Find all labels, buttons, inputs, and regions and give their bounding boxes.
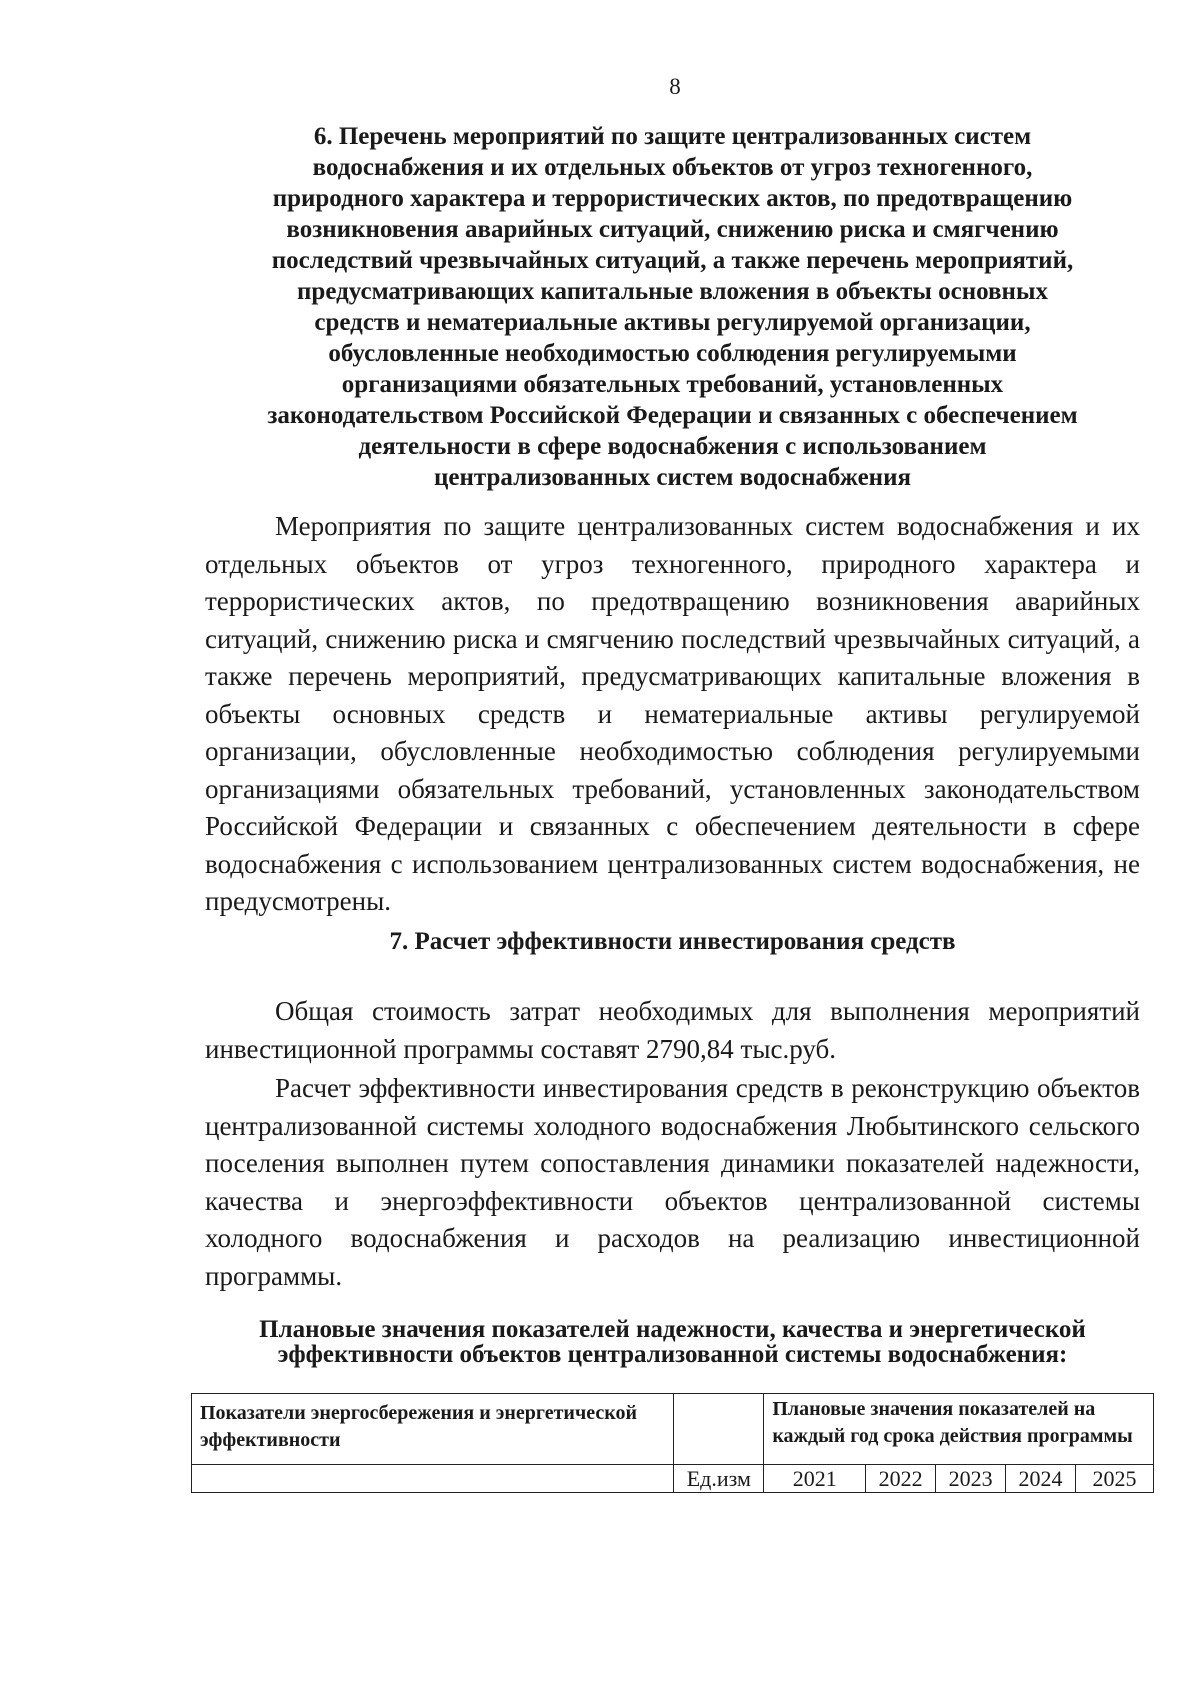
section6-title-line: последствий чрезвычайных ситуаций, а также перечень мероприятий,: [271, 247, 1074, 274]
section6-body: Мероприятия по защите централизованных систем водоснабжения и их отдельных объектов от угроз техногенного, природного характера и террористических актов, по предотвращению возникновения аварийных ситуаций, снижению риска и смягчению последствий чрезвычайных ситуаций, а также перечень мероприятий, предусматривающих капитальные вложения в объекты основных средств и нематериальные активы регулируемой организации, обусловленные необходимостью соблюдения регулируемыми организациями обязательных требований, установленных законодательством Российской Федерации и связанных с обеспечением деятельности в сфере водоснабжения с использованием централизованных систем водоснабжения, не предусмотрены.: [205, 511, 1140, 916]
section6-title-line: обусловленные необходимостью соблюдения регулируемыми: [328, 340, 1017, 367]
indicator-empty-cell: [192, 1465, 674, 1493]
year-cell: 2021: [764, 1465, 866, 1493]
section6-title-line: 6. Перечень мероприятий по защите централизованных систем: [313, 123, 1032, 150]
section6-title-line: природного характера и террористических актов, по предотвращению: [272, 185, 1073, 212]
section6-title-line: предусматривающих капитальные вложения в объекты основных: [297, 278, 1048, 305]
section6-title-line: централизованных систем водоснабжения: [433, 464, 911, 491]
table-heading: [190, 1317, 1155, 1367]
section6-title-line: возникновения аварийных ситуаций, снижению риска и смягчению: [286, 216, 1059, 243]
section6-title-line: деятельности в сфере водоснабжения с использованием: [358, 433, 987, 460]
indicators-table: [191, 1393, 1154, 1493]
table-years-row: [192, 1465, 1154, 1493]
plan-values-header-cell: Плановые значения показателей на каждый год срока действия программы: [764, 1394, 1154, 1465]
section6-title-line: средств и нематериальные активы регулируемой организации,: [314, 309, 1031, 336]
year-cell: 2022: [866, 1465, 936, 1493]
section6-title-line: законодательством Российской Федерации и связанных с обеспечением: [267, 402, 1078, 429]
section7-title: 7. Расчет эффективности инвестирования средств: [389, 928, 956, 955]
table-heading-line: эффективности объектов централизованной системы водоснабжения:: [277, 1341, 1068, 1368]
section7-paragraph-cost: Общая стоимость затрат необходимых для выполнения мероприятий инвестиционной программы составят 2790,84 тыс.руб.: [205, 996, 1140, 1064]
section6-title-line: водоснабжения и их отдельных объектов от угроз техногенного,: [312, 154, 1033, 181]
table-heading-line: Плановые значения показателей надежности, качества и энергетической: [259, 1316, 1086, 1343]
indicator-header-cell: Показатели энергосбережения и энергетической эффективности: [192, 1394, 674, 1465]
year-cell: 2025: [1076, 1465, 1154, 1493]
unit-header-empty-cell: [674, 1394, 764, 1465]
table-header-row: [192, 1394, 1154, 1465]
year-cell: 2024: [1006, 1465, 1076, 1493]
section6-title-line: организациями обязательных требований, установленных: [341, 371, 1004, 398]
page-number: 8: [669, 74, 681, 99]
section6-title: [205, 121, 1140, 493]
unit-header-cell: Ед.изм: [674, 1465, 764, 1493]
section7-paragraph-calculation: Расчет эффективности инвестирования средств в реконструкцию объектов централизованной системы холодного водоснабжения Любытинского сельского поселения выполнен путем сопоставления динамики показателей надежности, качества и энергоэффективности объектов централизованной системы холодного водоснабжения и расходов на реализацию инвестиционной программы.: [205, 1073, 1140, 1291]
year-cell: 2023: [936, 1465, 1006, 1493]
